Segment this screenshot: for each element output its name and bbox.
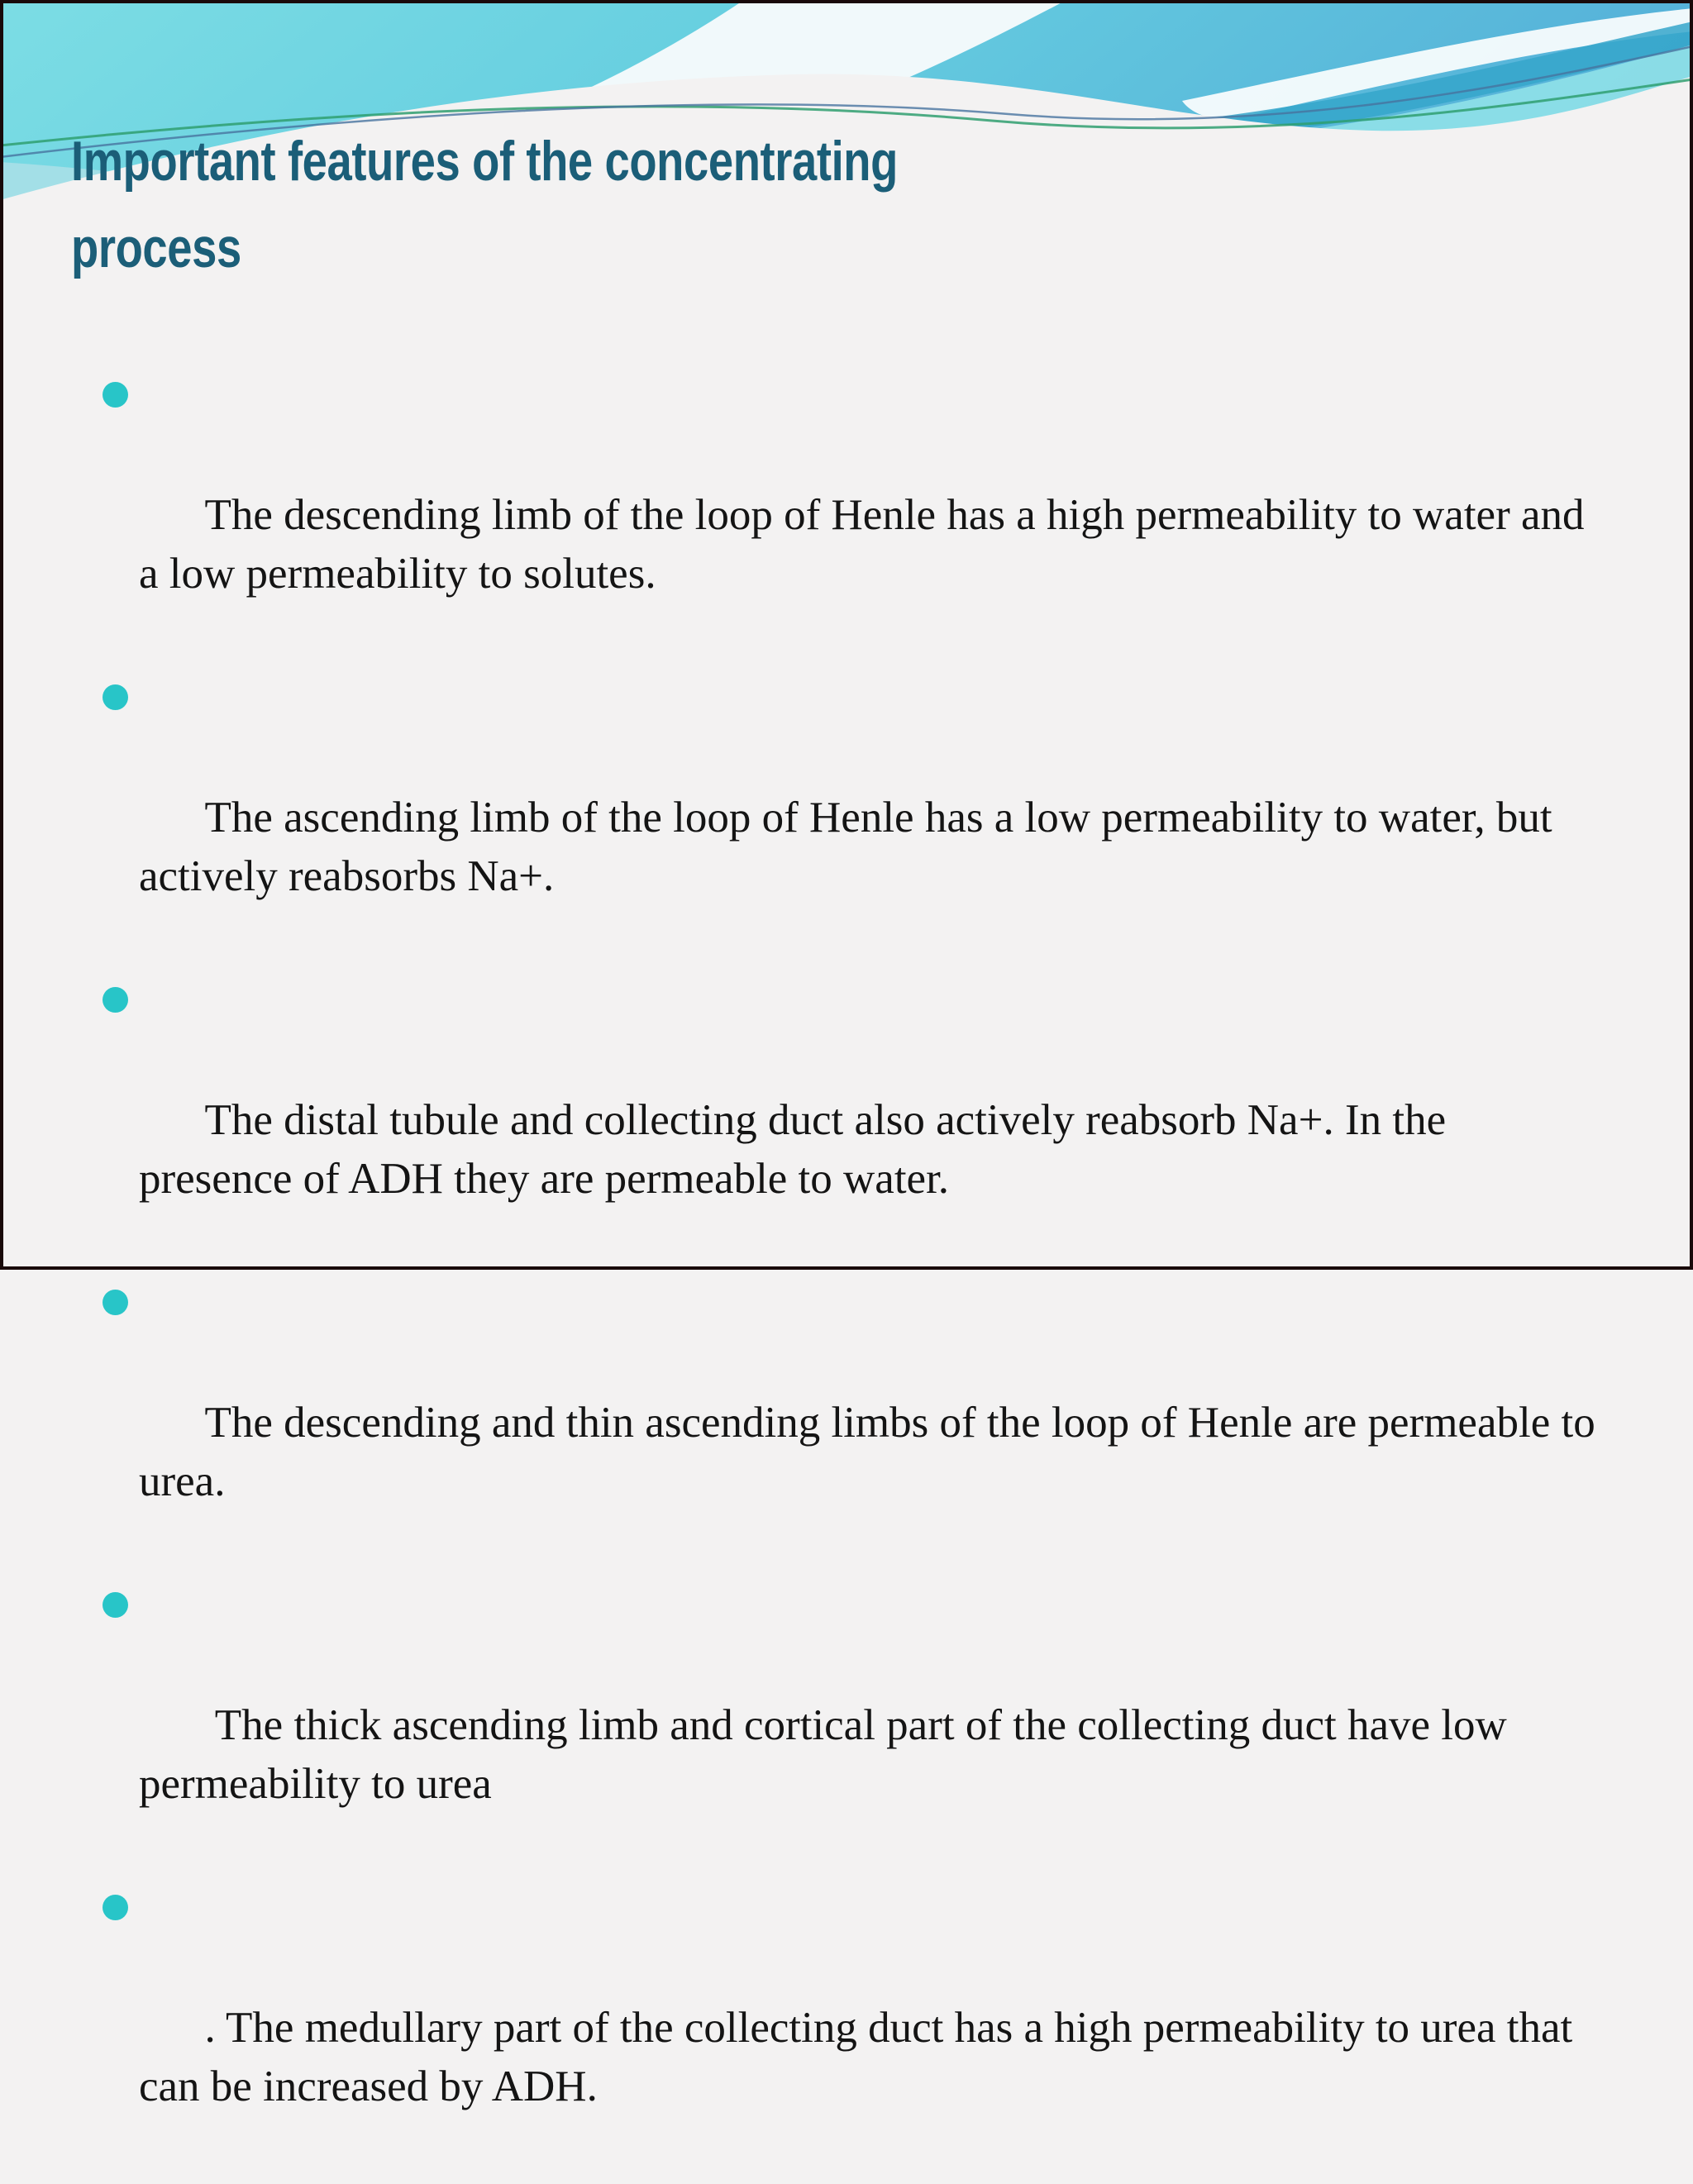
bullet-text: The descending limb of the loop of Henle has a high permeability to water and a low permeability to solutes. xyxy=(139,491,1595,598)
bullet-text: The thick ascending limb and cortical part of the collecting duct have low permeability to urea xyxy=(139,1701,1518,1808)
slide-title xyxy=(71,118,1010,292)
bullet-item xyxy=(99,369,1604,662)
bullet-dot-icon xyxy=(103,1592,128,1618)
bullet-item xyxy=(99,1276,1604,1570)
bullet-text: The ascending limb of the loop of Henle has a low permeability to water, but actively reabsorbs Na+. xyxy=(139,794,1563,900)
bullet-dot-icon xyxy=(103,382,128,408)
bullet-dot-icon xyxy=(103,1895,128,1920)
slide-title-line-2: process xyxy=(71,216,241,279)
bullet-list xyxy=(99,369,1604,2184)
bullet-item xyxy=(99,1579,1604,1872)
bullet-dot-icon xyxy=(103,684,128,710)
bullet-dot-icon xyxy=(103,987,128,1013)
bullet-item xyxy=(99,974,1604,1267)
bullet-item xyxy=(99,671,1604,965)
bullet-text: The distal tubule and collecting duct also actively reabsorb Na+. In the presence of ADH they are permeable to water. xyxy=(139,1096,1457,1203)
bullet-text: . The medullary part of the collecting duct has a high permeability to urea that can be increased by ADH. xyxy=(139,2004,1584,2110)
bullet-dot-icon xyxy=(103,1290,128,1315)
slide-title-line-1: Important features of the concentrating xyxy=(71,129,898,193)
bullet-text: The descending and thin ascending limbs of the loop of Henle are permeable to urea. xyxy=(139,1399,1606,1505)
bullet-item xyxy=(99,1881,1604,2175)
